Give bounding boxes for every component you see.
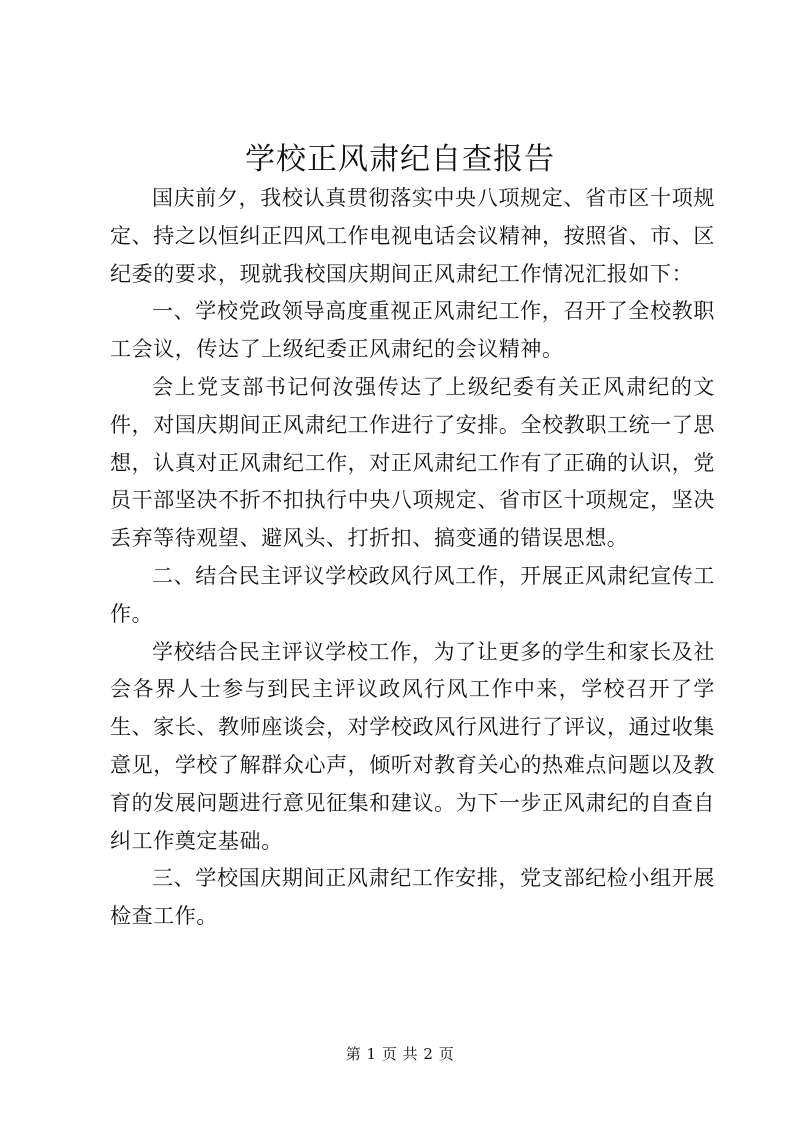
paragraph-section-1-heading: 一、学校党政领导高度重视正风肃纪工作，召开了全校教职工会议，传达了上级纪委正风肃纪的会议精神。 bbox=[110, 299, 715, 362]
document-body bbox=[110, 180, 715, 936]
paragraph-intro: 国庆前夕，我校认真贯彻落实中央八项规定、省市区十项规定、持之以恒纠正四风工作电视电话会议精神，按照省、市、区纪委的要求，现就我校国庆期间正风肃纪工作情况汇报如下： bbox=[110, 186, 715, 286]
paragraph-section-3-heading: 三、学校国庆期间正风肃纪工作安排，党支部纪检小组开展检查工作。 bbox=[110, 866, 715, 929]
document-title: 学校正风肃纪自查报告 bbox=[245, 142, 555, 177]
paragraph-section-2-heading: 二、结合民主评议学校政风行风工作，开展正风肃纪宣传工作。 bbox=[110, 563, 715, 626]
paragraph-section-2-detail: 学校结合民主评议学校工作，为了让更多的学生和家长及社会各界人士参与到民主评议政风行风工作中来，学校召开了学生、家长、教师座谈会，对学校政风行风进行了评议，通过收集意见，学校了解群众心声，倾听对教育关心的热难点问题以及教育的发展问题进行意见征集和建议。为下一步正风肃纪的自查自纠工作奠定基础。 bbox=[110, 639, 715, 853]
page-number-footer: 第 1 页 共 2 页 bbox=[345, 1045, 455, 1063]
paragraph-section-1-detail: 会上党支部书记何汝强传达了上级纪委有关正风肃纪的文件，对国庆期间正风肃纪工作进行了安排。全校教职工统一了思想，认真对正风肃纪工作，对正风肃纪工作有了正确的认识，党员干部坚决不折不扣执行中央八项规定、省市区十项规定，坚决丢弃等待观望、避风头、打折扣、搞变通的错误思想。 bbox=[110, 374, 715, 551]
